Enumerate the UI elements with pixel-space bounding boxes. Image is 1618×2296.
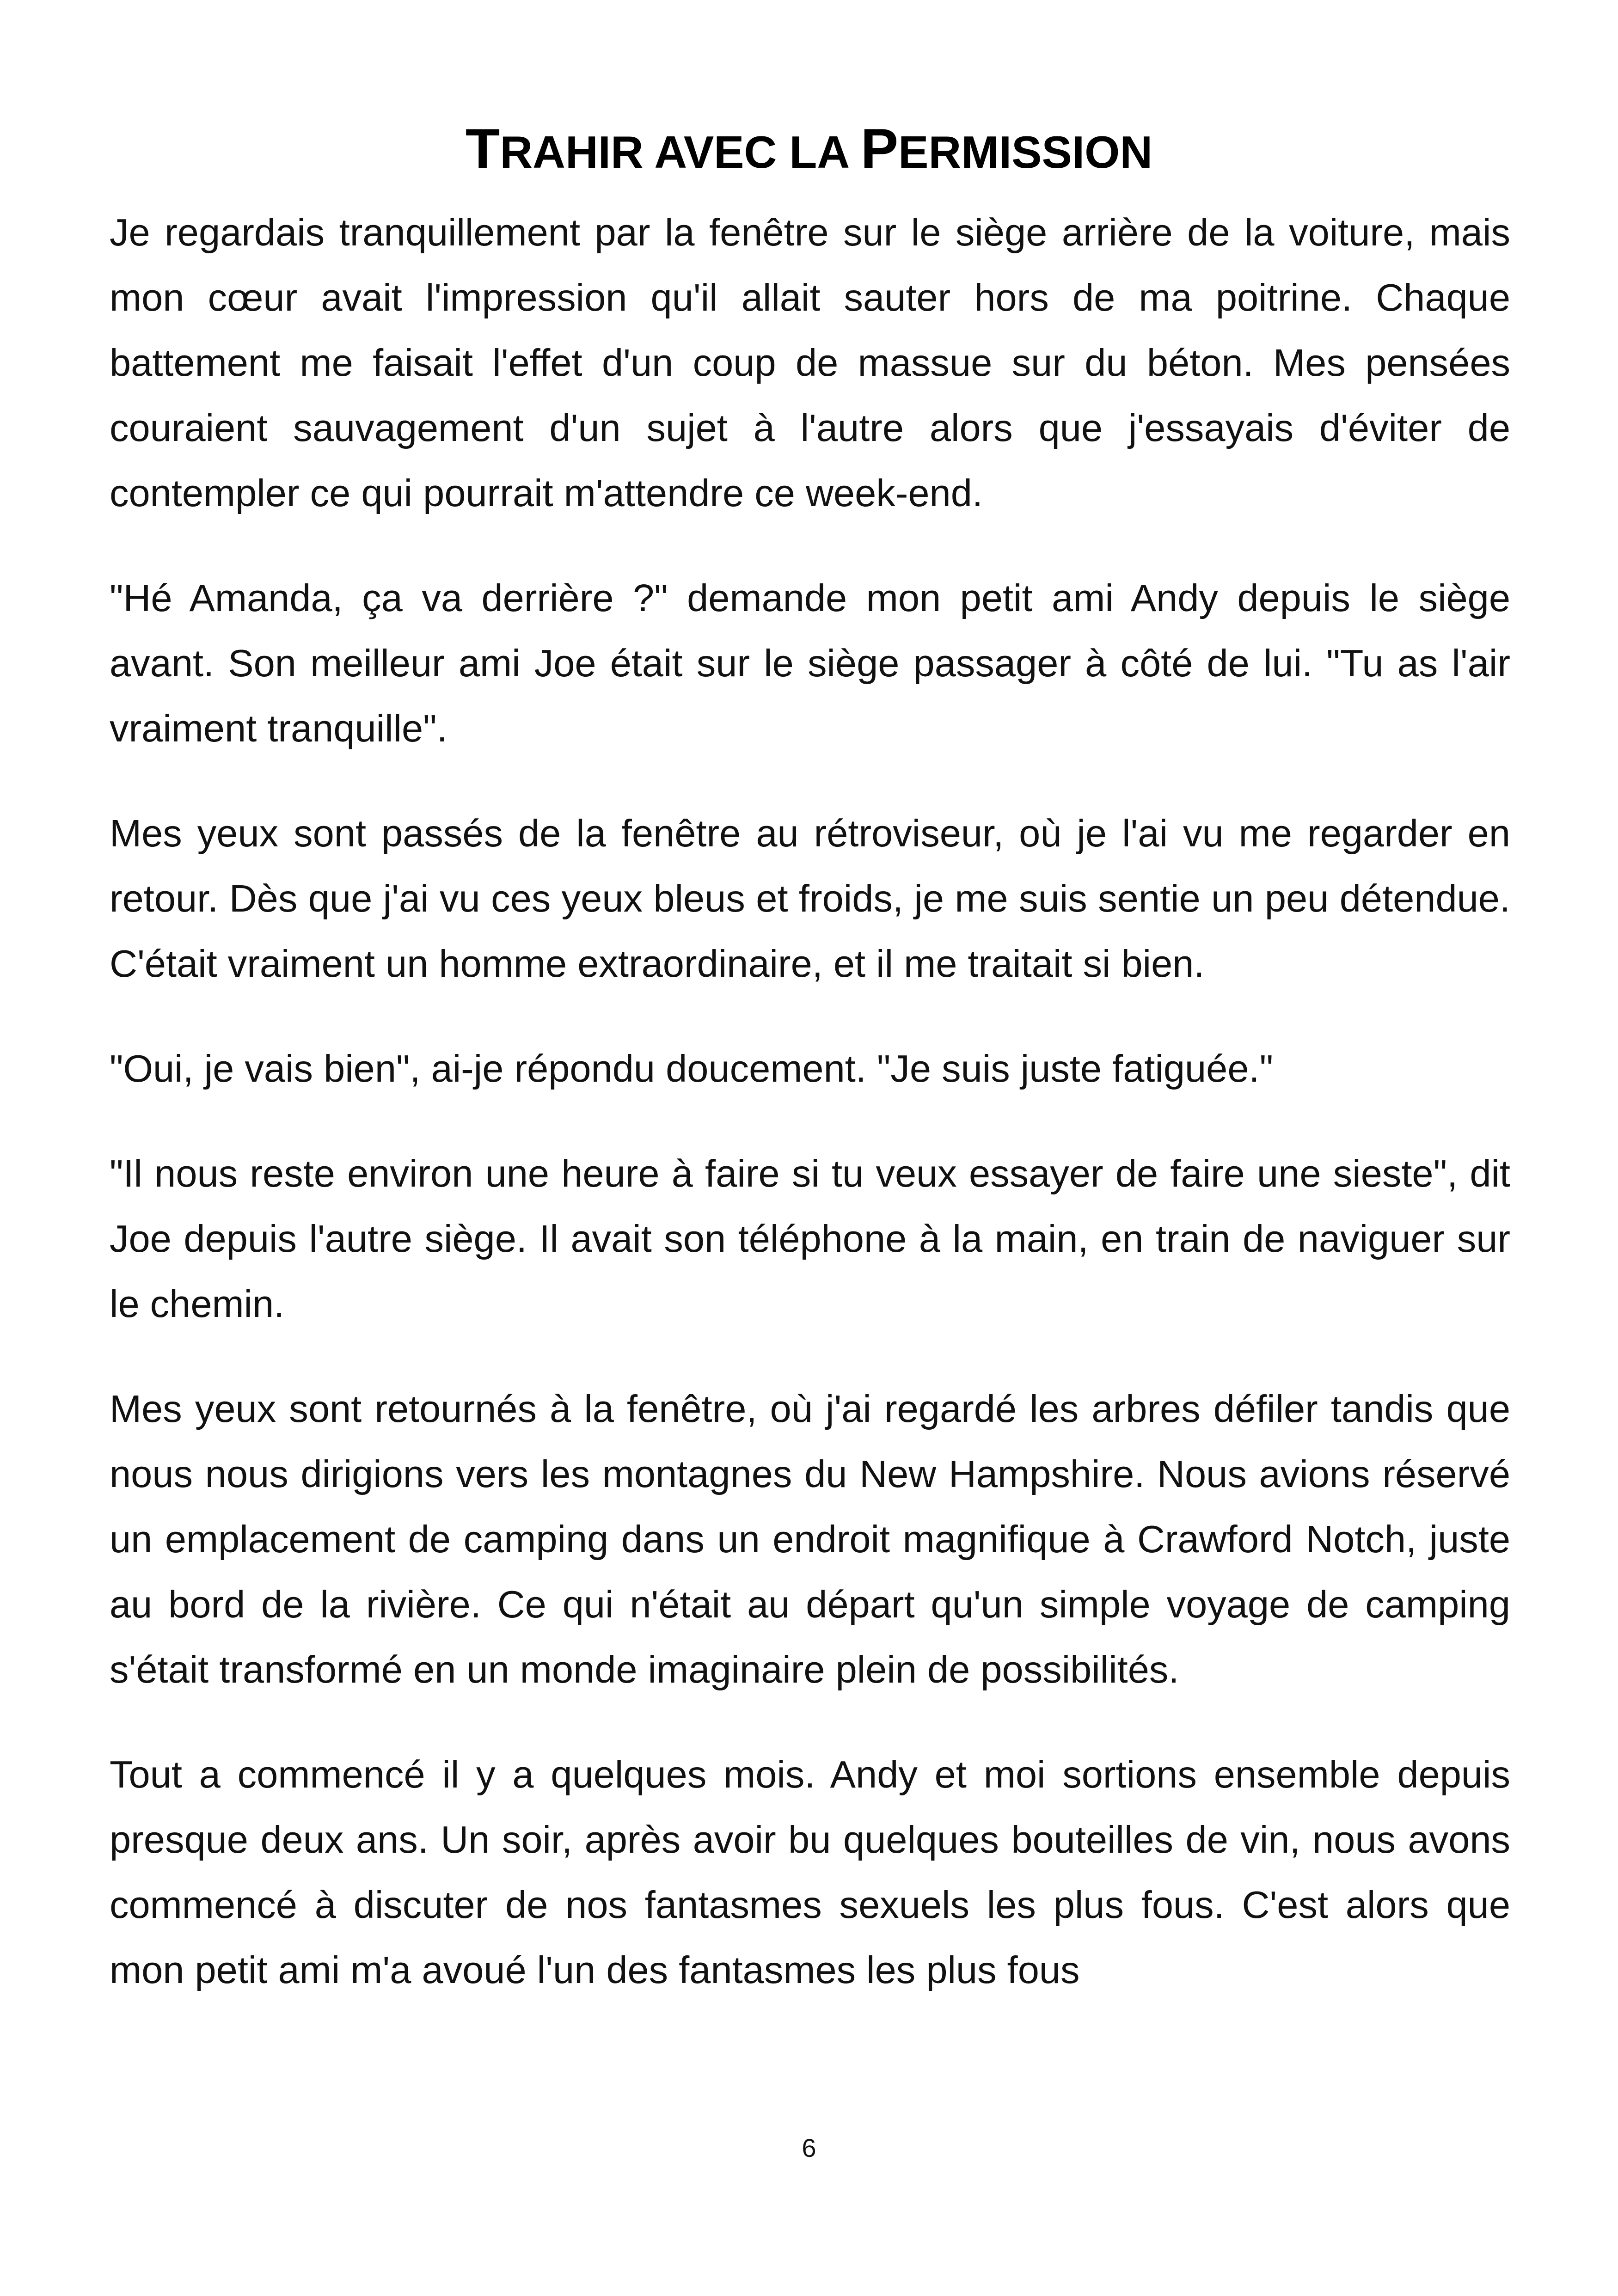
chapter-title: [0, 118, 1618, 182]
title-text-2: ERMISSION: [898, 126, 1153, 178]
body-text: [110, 200, 1510, 2042]
title-text-1: RAHIR AVEC LA: [500, 126, 861, 178]
paragraph: "Oui, je vais bien", ai-je répondu doucement. "Je suis juste fatiguée.": [110, 1047, 1274, 1090]
title-initial-2: P: [860, 116, 899, 180]
title-initial-1: T: [465, 116, 500, 180]
paragraph: Tout a commencé il y a quelques mois. Andy et moi sortions ensemble depuis presque deux ans. Un soir, après avoir bu quelques bouteilles de vin, nous avons commencé à discuter de nos fantasmes sexuels les plus fous. C'est alors que mon petit ami m'a avoué l'un des fantasmes les plus fous: [110, 1753, 1510, 1991]
page-number: 6: [802, 2133, 816, 2162]
paragraph: Mes yeux sont retournés à la fenêtre, où j'ai regardé les arbres défiler tandis que nous nous dirigions vers les montagnes du New Hampshire. Nous avions réservé un emplacement de camping dans un endroit magnifique à Crawford Notch, juste au bord de la rivière. Ce qui n'était au départ qu'un simple voyage de camping s'était transformé en un monde imaginaire plein de possibilités.: [110, 1387, 1510, 1691]
paragraph: "Hé Amanda, ça va derrière ?" demande mon petit ami Andy depuis le siège avant. Son meilleur ami Joe était sur le siège passager à côté de lui. "Tu as l'air vraiment tranquille".: [110, 576, 1510, 750]
paragraph: "Il nous reste environ une heure à faire si tu veux essayer de faire une sieste", dit Joe depuis l'autre siège. Il avait son téléphone à la main, en train de naviguer sur le chemin.: [110, 1152, 1510, 1325]
paragraph: Mes yeux sont passés de la fenêtre au rétroviseur, où je l'ai vu me regarder en retour. Dès que j'ai vu ces yeux bleus et froids, je me suis sentie un peu détendue. C'était vraiment un homme extraordinaire, et il me traitait si bien.: [110, 812, 1510, 985]
paragraph: Je regardais tranquillement par la fenêtre sur le siège arrière de la voiture, mais mon cœur avait l'impression qu'il allait sauter hors de ma poitrine. Chaque battement me faisait l'effet d'un coup de massue sur du béton. Mes pensées couraient sauvagement d'un sujet à l'autre alors que j'essayais d'éviter de contempler ce qui pourrait m'attendre ce week-end.: [110, 211, 1510, 514]
